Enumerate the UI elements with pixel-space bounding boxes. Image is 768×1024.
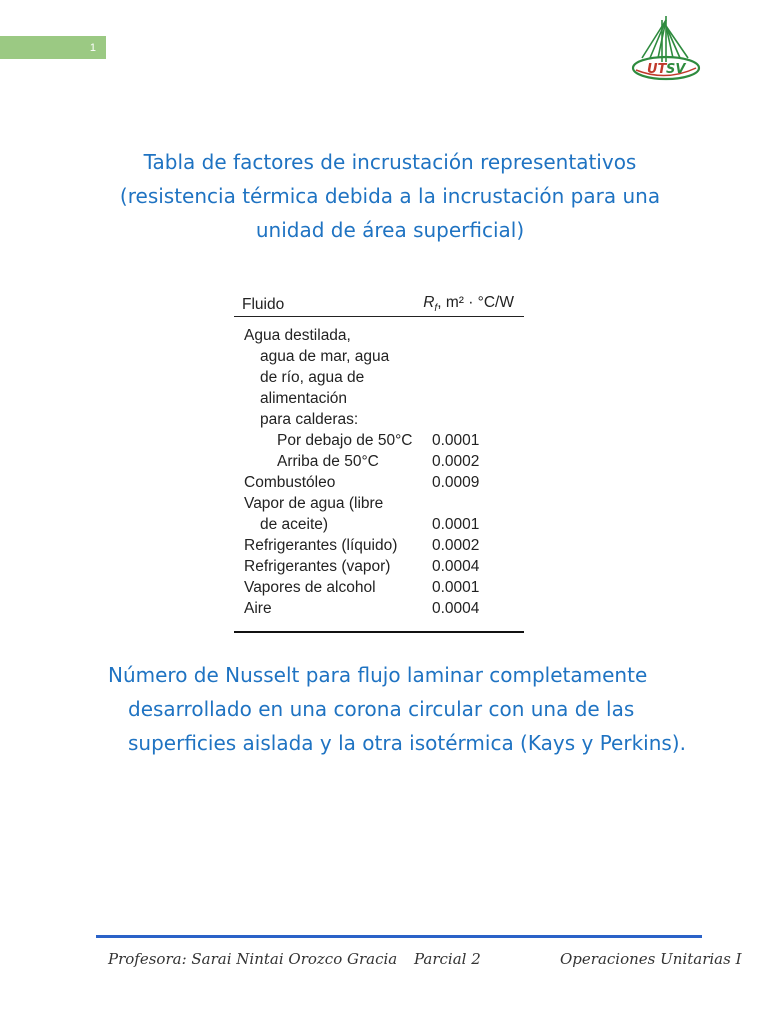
header-unit: $R_f$, m² · °C/W bbox=[423, 293, 514, 314]
footer-divider bbox=[96, 935, 702, 938]
fouling-value: 0.0002 bbox=[432, 537, 480, 554]
table-row bbox=[234, 514, 524, 535]
utsv-logo bbox=[628, 12, 704, 88]
table-body bbox=[234, 317, 524, 633]
fouling-table-title bbox=[90, 145, 690, 247]
footer-exam: Parcial 2 bbox=[414, 950, 481, 968]
fouling-value: 0.0004 bbox=[432, 600, 480, 617]
fluid-label: Refrigerantes (líquido) bbox=[244, 537, 398, 554]
fluid-label: Refrigerantes (vapor) bbox=[244, 558, 391, 575]
fouling-value: 0.0002 bbox=[432, 453, 480, 470]
fluid-label: alimentación bbox=[260, 390, 348, 407]
page-number-tab bbox=[0, 36, 106, 59]
fluid-label: agua de mar, agua bbox=[260, 348, 390, 365]
fluid-label: Aire bbox=[244, 600, 272, 617]
title-line: (resistencia térmica debida a la incrustación para una bbox=[119, 184, 661, 208]
fouling-value bbox=[432, 388, 524, 409]
title-line: Tabla de factores de incrustación representativos bbox=[143, 150, 637, 174]
fluid-label: para calderas: bbox=[260, 411, 359, 428]
fouling-value bbox=[432, 325, 524, 346]
title-line: superficies aislada y la otra isotérmica (Kays y Perkins). bbox=[128, 731, 686, 755]
fouling-value bbox=[432, 493, 524, 514]
title-line: desarrollado en una corona circular con una de las bbox=[128, 697, 635, 721]
table-row bbox=[234, 472, 524, 493]
fluid-label: Vapor de agua (libre bbox=[244, 495, 384, 512]
table-header bbox=[234, 290, 524, 317]
nusselt-section-title bbox=[108, 658, 748, 760]
fluid-label: de aceite) bbox=[260, 516, 329, 533]
footer-course: Operaciones Unitarias I bbox=[560, 950, 742, 968]
fluid-label: Combustóleo bbox=[244, 474, 336, 491]
table-row bbox=[234, 346, 524, 367]
fluid-label: Arriba de 50°C bbox=[277, 453, 379, 470]
fouling-value bbox=[432, 409, 524, 430]
fluid-label: Vapores de alcohol bbox=[244, 579, 376, 596]
table-row bbox=[234, 451, 524, 472]
table-row bbox=[234, 493, 524, 514]
fouling-factor-table bbox=[234, 290, 524, 633]
table-row bbox=[234, 577, 524, 598]
page-number: 1 bbox=[89, 41, 96, 54]
svg-text:SV: SV bbox=[666, 62, 686, 77]
fluid-label: Por debajo de 50°C bbox=[277, 432, 413, 449]
fouling-value bbox=[432, 346, 524, 367]
title-line: Número de Nusselt para flujo laminar completamente bbox=[108, 663, 648, 687]
title-line: unidad de área superficial) bbox=[255, 218, 525, 242]
table-row bbox=[234, 535, 524, 556]
fluid-label: de río, agua de bbox=[260, 369, 365, 386]
table-row bbox=[234, 556, 524, 577]
fouling-value: 0.0001 bbox=[432, 432, 480, 449]
table-row bbox=[234, 409, 524, 430]
footer-professor: Profesora: Sarai Nintai Orozco Gracia bbox=[108, 950, 398, 968]
fouling-value bbox=[432, 367, 524, 388]
fouling-value: 0.0004 bbox=[432, 558, 480, 575]
table-row bbox=[234, 325, 524, 346]
table-row bbox=[234, 388, 524, 409]
header-fluid: Fluido bbox=[242, 296, 285, 313]
fluid-label: Agua destilada, bbox=[244, 327, 351, 344]
svg-text:UT: UT bbox=[647, 62, 667, 77]
table-row bbox=[234, 598, 524, 619]
fouling-value: 0.0009 bbox=[432, 474, 480, 491]
table-row bbox=[234, 430, 524, 451]
table-row bbox=[234, 367, 524, 388]
fouling-value: 0.0001 bbox=[432, 579, 480, 596]
fouling-value: 0.0001 bbox=[432, 516, 480, 533]
